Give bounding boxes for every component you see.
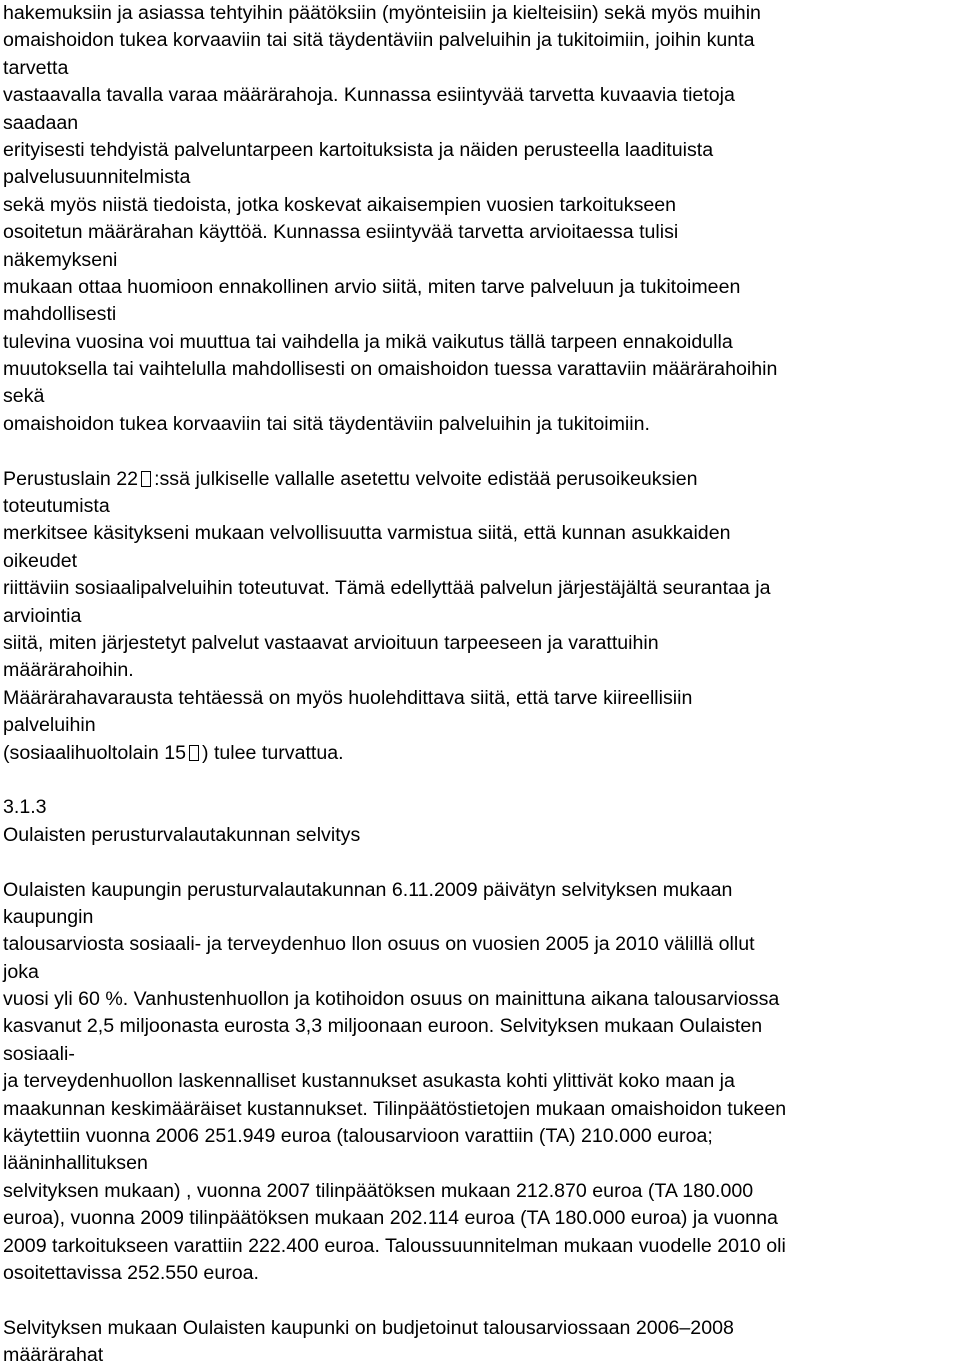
text-line: maakunnan keskimääräiset kustannukset. Tilinpäätöstietojen mukaan omaishoidon tukeen	[3, 1097, 787, 1120]
text-line: tarvetta	[3, 56, 69, 79]
text-line: selvityksen mukaan) , vuonna 2007 tilinpäätöksen mukaan 212.870 euroa (TA 180.000	[3, 1179, 754, 1202]
text-line: vuosi yli 60 %. Vanhustenhuollon ja kotihoidon osuus on mainittuna aikana talousarviossa	[3, 988, 780, 1011]
text-line	[3, 466, 958, 493]
text-line: kasvanut 2,5 miljoonasta eurosta 3,3 miljoonaan euroon. Selvityksen mukaan Oulaisten	[3, 1015, 763, 1038]
text-line: palveluihin	[3, 714, 96, 737]
text-line: omaishoidon tukea korvaaviin tai sitä täydentäviin palveluihin ja tukitoimiin, joihin kunta	[3, 29, 755, 52]
text-line: mukaan ottaa huomioon ennakollinen arvio siitä, miten tarve palveluun ja tukitoimeen	[3, 275, 741, 298]
text-line: siitä, miten järjestetyt palvelut vastaavat arvioituun tarpeeseen ja varattuihin	[3, 631, 659, 654]
text-line: osoitettavissa 252.550 euroa.	[3, 1261, 259, 1284]
text-line: tulevina vuosina voi muuttua tai vaihdella ja mikä vaikutus tällä tarpeen ennakoidulla	[3, 330, 733, 353]
text-line: toteutumista	[3, 495, 110, 518]
text-line: omaishoidon tukea korvaaviin tai sitä täydentäviin palveluihin ja tukitoimiin.	[3, 412, 650, 435]
text-line: riittäviin sosiaalipalveluihin toteutuvat. Tämä edellyttää palvelun järjestäjältä seurantaa ja	[3, 577, 771, 600]
text-line: käytettiin vuonna 2006 251.949 euroa (talousarvioon varattiin (TA) 210.000 euroa;	[3, 1125, 713, 1148]
text-fragment: :ssä julkiselle vallalle asetettu velvoite edistää perusoikeuksien	[154, 467, 698, 490]
text-line: Oulaisten kaupungin perusturvalautakunnan 6.11.2009 päivätyn selvityksen mukaan	[3, 878, 733, 901]
text-line: joka	[3, 960, 39, 983]
paragraph-gap	[3, 438, 958, 465]
text-line: vastaavalla tavalla varaa määrärahoja. Kunnassa esiintyvää tarvetta kuvaavia tietoja	[3, 84, 735, 107]
text-line: 2009 tarkoitukseen varattiin 222.400 euroa. Taloussuunnitelman mukaan vuodelle 2010 oli	[3, 1234, 786, 1257]
text-fragment: ) tulee turvattua.	[202, 741, 344, 764]
text-line: sekä	[3, 385, 45, 408]
text-line: kaupungin	[3, 905, 94, 928]
text-line: sosiaali-	[3, 1042, 75, 1065]
text-line: arviointia	[3, 604, 82, 627]
document-page	[3, 0, 958, 1370]
text-line: talousarviosta sosiaali- ja terveydenhuo llon osuus on vuosien 2005 ja 2010 välillä ollut	[3, 933, 755, 956]
text-line	[3, 740, 958, 767]
section-sign-placeholder-icon	[189, 745, 199, 761]
paragraph-2	[3, 466, 958, 767]
text-fragment: (sosiaalihuoltolain 15	[3, 741, 186, 764]
text-line: näkemykseni	[3, 248, 118, 271]
text-line: sekä myös niistä tiedoista, jotka koskevat aikaisempien vuosien tarkoitukseen	[3, 193, 677, 216]
text-line: palvelusuunnitelmista	[3, 166, 191, 189]
text-line: hakemuksiin ja asiassa tehtyihin päätöksiin (myönteisiin ja kielteisiin) sekä myös muihin	[3, 2, 761, 24]
section-number: 3.1.3	[3, 796, 47, 819]
text-line: oikeudet	[3, 549, 78, 572]
text-line: muutoksella tai vaihtelulla mahdollisesti on omaishoidon tuessa varattaviin määrärahoihin	[3, 358, 778, 381]
paragraph-1	[3, 0, 958, 438]
paragraph-gap	[3, 849, 958, 876]
text-line: euroa), vuonna 2009 tilinpäätöksen mukaan 202.114 euroa (TA 180.000 euroa) ja vuonna	[3, 1207, 778, 1230]
text-line: erityisesti tehdyistä palveluntarpeen kartoituksista ja näiden perusteella laadituista	[3, 138, 714, 161]
text-line: lääninhallituksen	[3, 1152, 148, 1175]
paragraph-4	[3, 1315, 958, 1370]
text-line: mahdollisesti	[3, 303, 117, 326]
paragraph-gap	[3, 1287, 958, 1314]
paragraph-3	[3, 877, 958, 1288]
text-line: Selvityksen mukaan Oulaisten kaupunki on budjetoinut talousarviossaan 2006–2008	[3, 1316, 734, 1339]
paragraph-gap	[3, 767, 958, 794]
text-fragment: Perustuslain 22	[3, 467, 139, 490]
section-heading	[3, 794, 958, 849]
text-line: merkitsee käsitykseni mukaan velvollisuutta varmistua siitä, että kunnan asukkaiden	[3, 522, 731, 545]
text-line: osoitetun määrärahan käyttöä. Kunnassa esiintyvää tarvetta arvioitaessa tulisi	[3, 221, 679, 244]
text-line: Määrärahavarausta tehtäessä on myös huolehdittava siitä, että tarve kiireellisiin	[3, 686, 693, 709]
section-sign-placeholder-icon	[141, 471, 151, 487]
section-title: Oulaisten perusturvalautakunnan selvitys	[3, 823, 361, 846]
text-line: saadaan	[3, 111, 79, 134]
text-line: ja terveydenhuollon laskennalliset kustannukset asukasta kohti ylittivät koko maan ja	[3, 1070, 735, 1093]
text-line: määrärahoihin.	[3, 659, 134, 682]
text-line: määrärahat	[3, 1344, 104, 1367]
